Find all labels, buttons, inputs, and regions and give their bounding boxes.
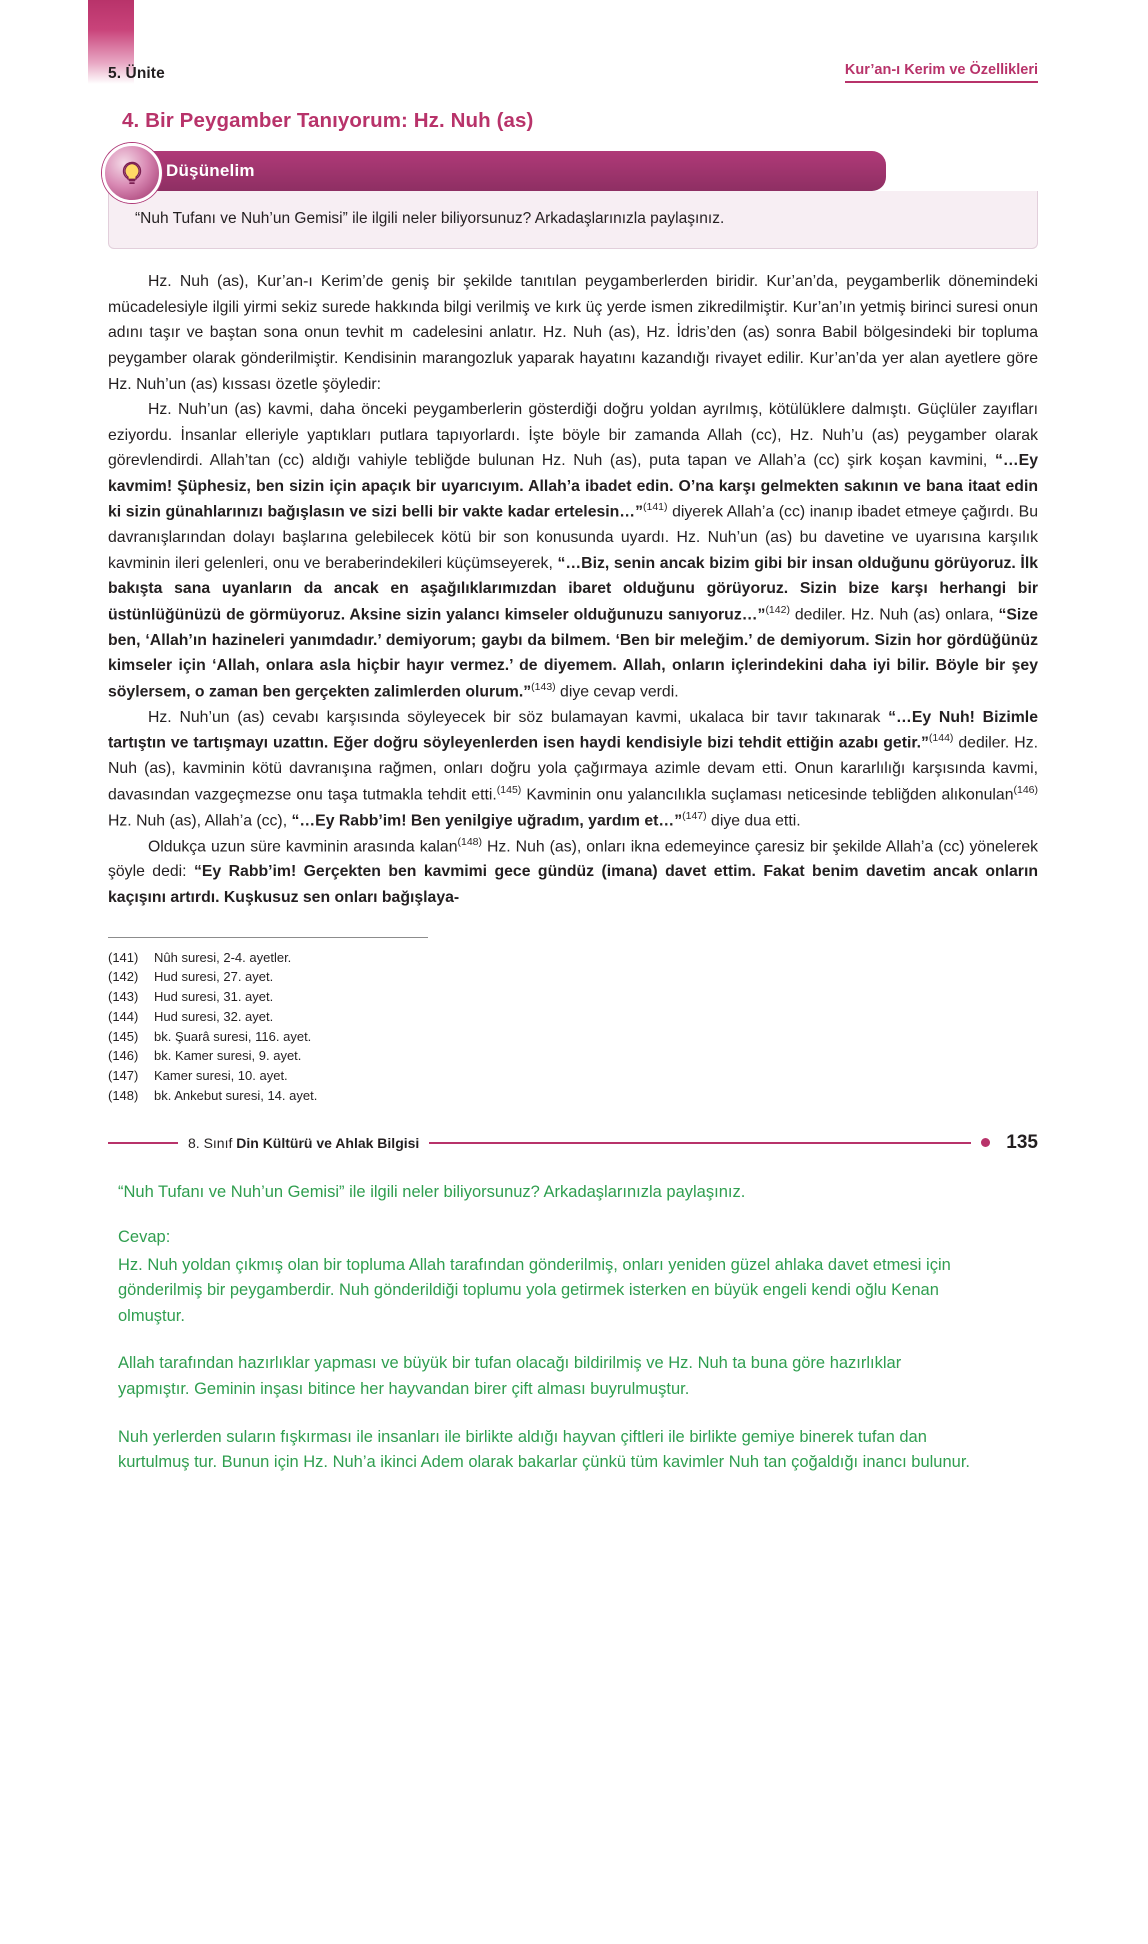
answer-block (108, 1154, 1038, 1516)
footer-rule-left (108, 1142, 178, 1144)
article-body (108, 269, 1038, 910)
paragraph-1: Hz. Nuh (as), Kur’an-ı Kerim’de geniş bir şekilde tanıtılan peygamberlerden biridir. Kur’an’da, peygamberlik dönemindeki mücadelesiyle ilgili yirmi sekiz surede hakkında bilgi verilmiş ve kırk üç yerde ismen zikredilmiştir. Kur’an’ın yetmiş birinci suresi onun adını taşır ve baştan sona onun tevhit m cadelesini anlatır. Hz. Nuh (as), Hz. İdris’den (as) sonra Babil bölgesindeki bir topluma peygamber olarak gönderilmiştir. Kendisinin marangozluk yaparak hayatını kazandığı rivayet edilir. Kur’an’da yer alan ayetlere göre Hz. Nuh’un (as) kıssası özetle şöyledir: (108, 273, 1038, 393)
unit-label: 5. Ünite (108, 65, 165, 82)
answer-label: Cevap: (118, 1228, 171, 1247)
footnote-text: Hud suresi, 27. ayet. (154, 969, 274, 985)
footnote-item (108, 967, 1038, 987)
footnote-text: Hud suresi, 32. ayet. (154, 1008, 274, 1024)
footer-rule-right (429, 1142, 971, 1144)
answer-question: “Nuh Tufanı ve Nuh’un Gemisi” ile ilgili neler biliyorsunuz? Arkadaşlarınızla paylaşınız. (118, 1182, 746, 1201)
footnote-number: (144) (108, 1008, 139, 1024)
footer-course-label (188, 1135, 419, 1151)
paragraph-2: Hz. Nuh’un (as) kavmi, daha önceki peygamberlerin gösterdiği doğru yoldan ayrılmış, kötülüklere dalmıştı. Güçlüler zayıfları eziyordu. İnsanlar elleriyle yaptıkları putlara tapıyorlardı. İşte böyle bir zamanda Allah (cc), Hz. Nuh’u (as) peygamber olarak görevlendirdi. Allah’tan (cc) aldığı vahiyle tebliğde bulunan Hz. Nuh (as), puta tapan ve Allah’a (cc) şirk koşan kavmini, “…Ey kavmim! Şüphesiz, ben sizin için apaçık bir uyarıcıyım. Allah’a ibadet edin. O’na karşı gelmekten sakının ve bana itaat edin ki sizin günahlarınızı bağışlasın ve sizi belli bir vakte kadar ertelesin…”$^{(141)}$ diyerek Allah’a (cc) inanıp ibadet etmeye çağırdı. Bu davranışlarından dolayı başlarına gelebilecek kötü bir son konusunda uyardı. Hz. Nuh’un (as) bu davetine ve uyarısına karşılık kavminin ileri gelenleri, onu ve beraberindekileri küçümseyerek, “…Biz, senin ancak bizim gibi bir insan olduğunu görüyoruz. İlk bakışta sana uyanların da ancak en aşağılıklarımızdan ibaret olduğunu görüyoruz. Sizin bize karşı herhangi bir üstünlüğünüzü de görmüyoruz. Aksine sizin yalancı kimseler olduğunuzu sanıyoruz…”$^{(142)}$ dediler. Hz. Nuh (as) onlara, “Size ben, ‘Allah’ın hazineleri yanımdadır.’ demiyorum; gaybı da bilmem. ‘Ben bir meleğim.’ de demiyorum. Sizin hor gördüğünüz kimseler için ‘Allah, onlara asla hiçbir hayır vermez.’ de diyemem. Allah, onların içlerindekini daha iyi bilir. Böyle bir şey söylersem, o zaman ben gerçekten zalimlerden olurum.”$^{(143)}$ diye cevap verdi. (108, 401, 1039, 701)
footnote-number: (141) (108, 949, 139, 965)
footnote-divider (108, 937, 428, 938)
think-box-header (108, 151, 886, 191)
page-header (108, 0, 1038, 83)
think-box-body (108, 191, 1038, 249)
page-footer (108, 1132, 1038, 1154)
footnote-item (108, 987, 1038, 1007)
footnote-item (108, 1046, 1038, 1066)
footnote-item (108, 1086, 1038, 1106)
footer-course: Din Kültürü ve Ahlak Bilgisi (236, 1134, 420, 1151)
page-number: 135 (1006, 1131, 1038, 1153)
footnote-text: bk. Kamer suresi, 9. ayet. (154, 1048, 302, 1064)
footnote-text: bk. Şuarâ suresi, 116. ayet. (154, 1028, 312, 1044)
footnote-item (108, 1027, 1038, 1047)
footnote-list (108, 948, 1038, 1106)
page-title: 4. Bir Peygamber Tanıyorum: Hz. Nuh (as) (122, 109, 534, 132)
footnote-text: Nûh suresi, 2-4. ayetler. (154, 949, 292, 965)
footnote-text: bk. Ankebut suresi, 14. ayet. (154, 1087, 318, 1103)
footnote-item (108, 948, 1038, 968)
footnote-text: Hud suresi, 31. ayet. (154, 989, 274, 1005)
footnote-number: (146) (108, 1048, 139, 1064)
footnote-number: (147) (108, 1068, 139, 1084)
think-box (108, 151, 1038, 249)
footer-dot (981, 1138, 990, 1147)
footnote-number: (145) (108, 1028, 139, 1044)
answer-paragraph: Hz. Nuh yoldan çıkmış olan bir topluma Allah tarafından gönderilmiş, onları yeniden güzel ahlaka davet etmesi için gönderilmiş bir peygamberdir. Nuh gönderildiği toplumu yola getirmek isterken en büyük engeli kendi oğlu Kenan olmuştur. (118, 1255, 951, 1325)
paragraph-4: Oldukça uzun süre kavminin arasında kalan$^{(148)}$ Hz. Nuh (as), onları ikna edemeyince çaresiz bir şekilde Allah’a (cc) yönelerek şöyle dedi: “Ey Rabb’im! Gerçekten ben kavmimi gece gündüz (imana) davet ettim. Fakat benim davetim ancak onların kaçışını artırdı. Kuşkusuz sen onları bağışlaya- (108, 835, 1039, 906)
footnote-number: (143) (108, 989, 139, 1005)
paragraph-3: Hz. Nuh’un (as) cevabı karşısında söyleyecek bir söz bulamayan kavmi, ukalaca bir tavır takınarak “…Ey Nuh! Bizimle tartıştın ve tartışmayı uzattın. Eğer doğru söyleyenlerden isen haydi kendisiyle bizi tehdit ettiğin azabı getir.”$^{(144)}$ dediler. Hz. Nuh (as), kavminin kötü davranışına rağmen, onları doğru yola çağırmaya azimle devam etti. Onun kararlılığı karşısında kavmi, davasından vazgeçmezse onu taşa tutmakla tehdit etti.$^{(145)}$ Kavminin onu yalancılıkla suçlaması neticesinde tebliğden alıkonulan$^{(146)}$ Hz. Nuh (as), Allah’a (cc), “…Ey Rabb’im! Ben yenilgiye uğradım, yardım et…”$^{(147)}$ diye dua etti. (108, 708, 1038, 829)
footnote-text: Kamer suresi, 10. ayet. (154, 1068, 288, 1084)
think-box-heading: Düşünelim (166, 161, 255, 180)
header-right (845, 62, 1038, 83)
footnote-number: (148) (108, 1087, 139, 1103)
footnote-number: (142) (108, 969, 139, 985)
answer-paragraph: Nuh yerlerden suların fışkırması ile insanları ile birlikte aldığı hayvan çiftleri ile birlikte gemiye binerek tufan dan kurtulmuş tur. Bunun için Hz. Nuh’a ikinci Adem olarak bakarlar çünkü tüm kavimler Nuh tan çoğaldığı inancı bulunur. (118, 1427, 971, 1472)
footnote-item (108, 1066, 1038, 1086)
header-chapter-title: Kur’an-ı Kerim ve Özellikleri (844, 62, 1038, 78)
lightbulb-head-icon (102, 143, 162, 203)
header-rule (845, 81, 1038, 83)
footer-grade: 8. Sınıf (188, 1134, 233, 1151)
answer-paragraph: Allah tarafından hazırlıklar yapması ve büyük bir tufan olacağı bildirilmiş ve Hz. Nuh ta buna göre hazırlıklar yapmıştır. Geminin inşası bitince her hayvandan birer çift alması buyrulmuştur. (118, 1354, 902, 1398)
think-box-question: “Nuh Tufanı ve Nuh’un Gemisi” ile ilgili neler biliyorsunuz? Arkadaşlarınızla paylaşınız. (135, 210, 725, 227)
footnote-item (108, 1007, 1038, 1027)
